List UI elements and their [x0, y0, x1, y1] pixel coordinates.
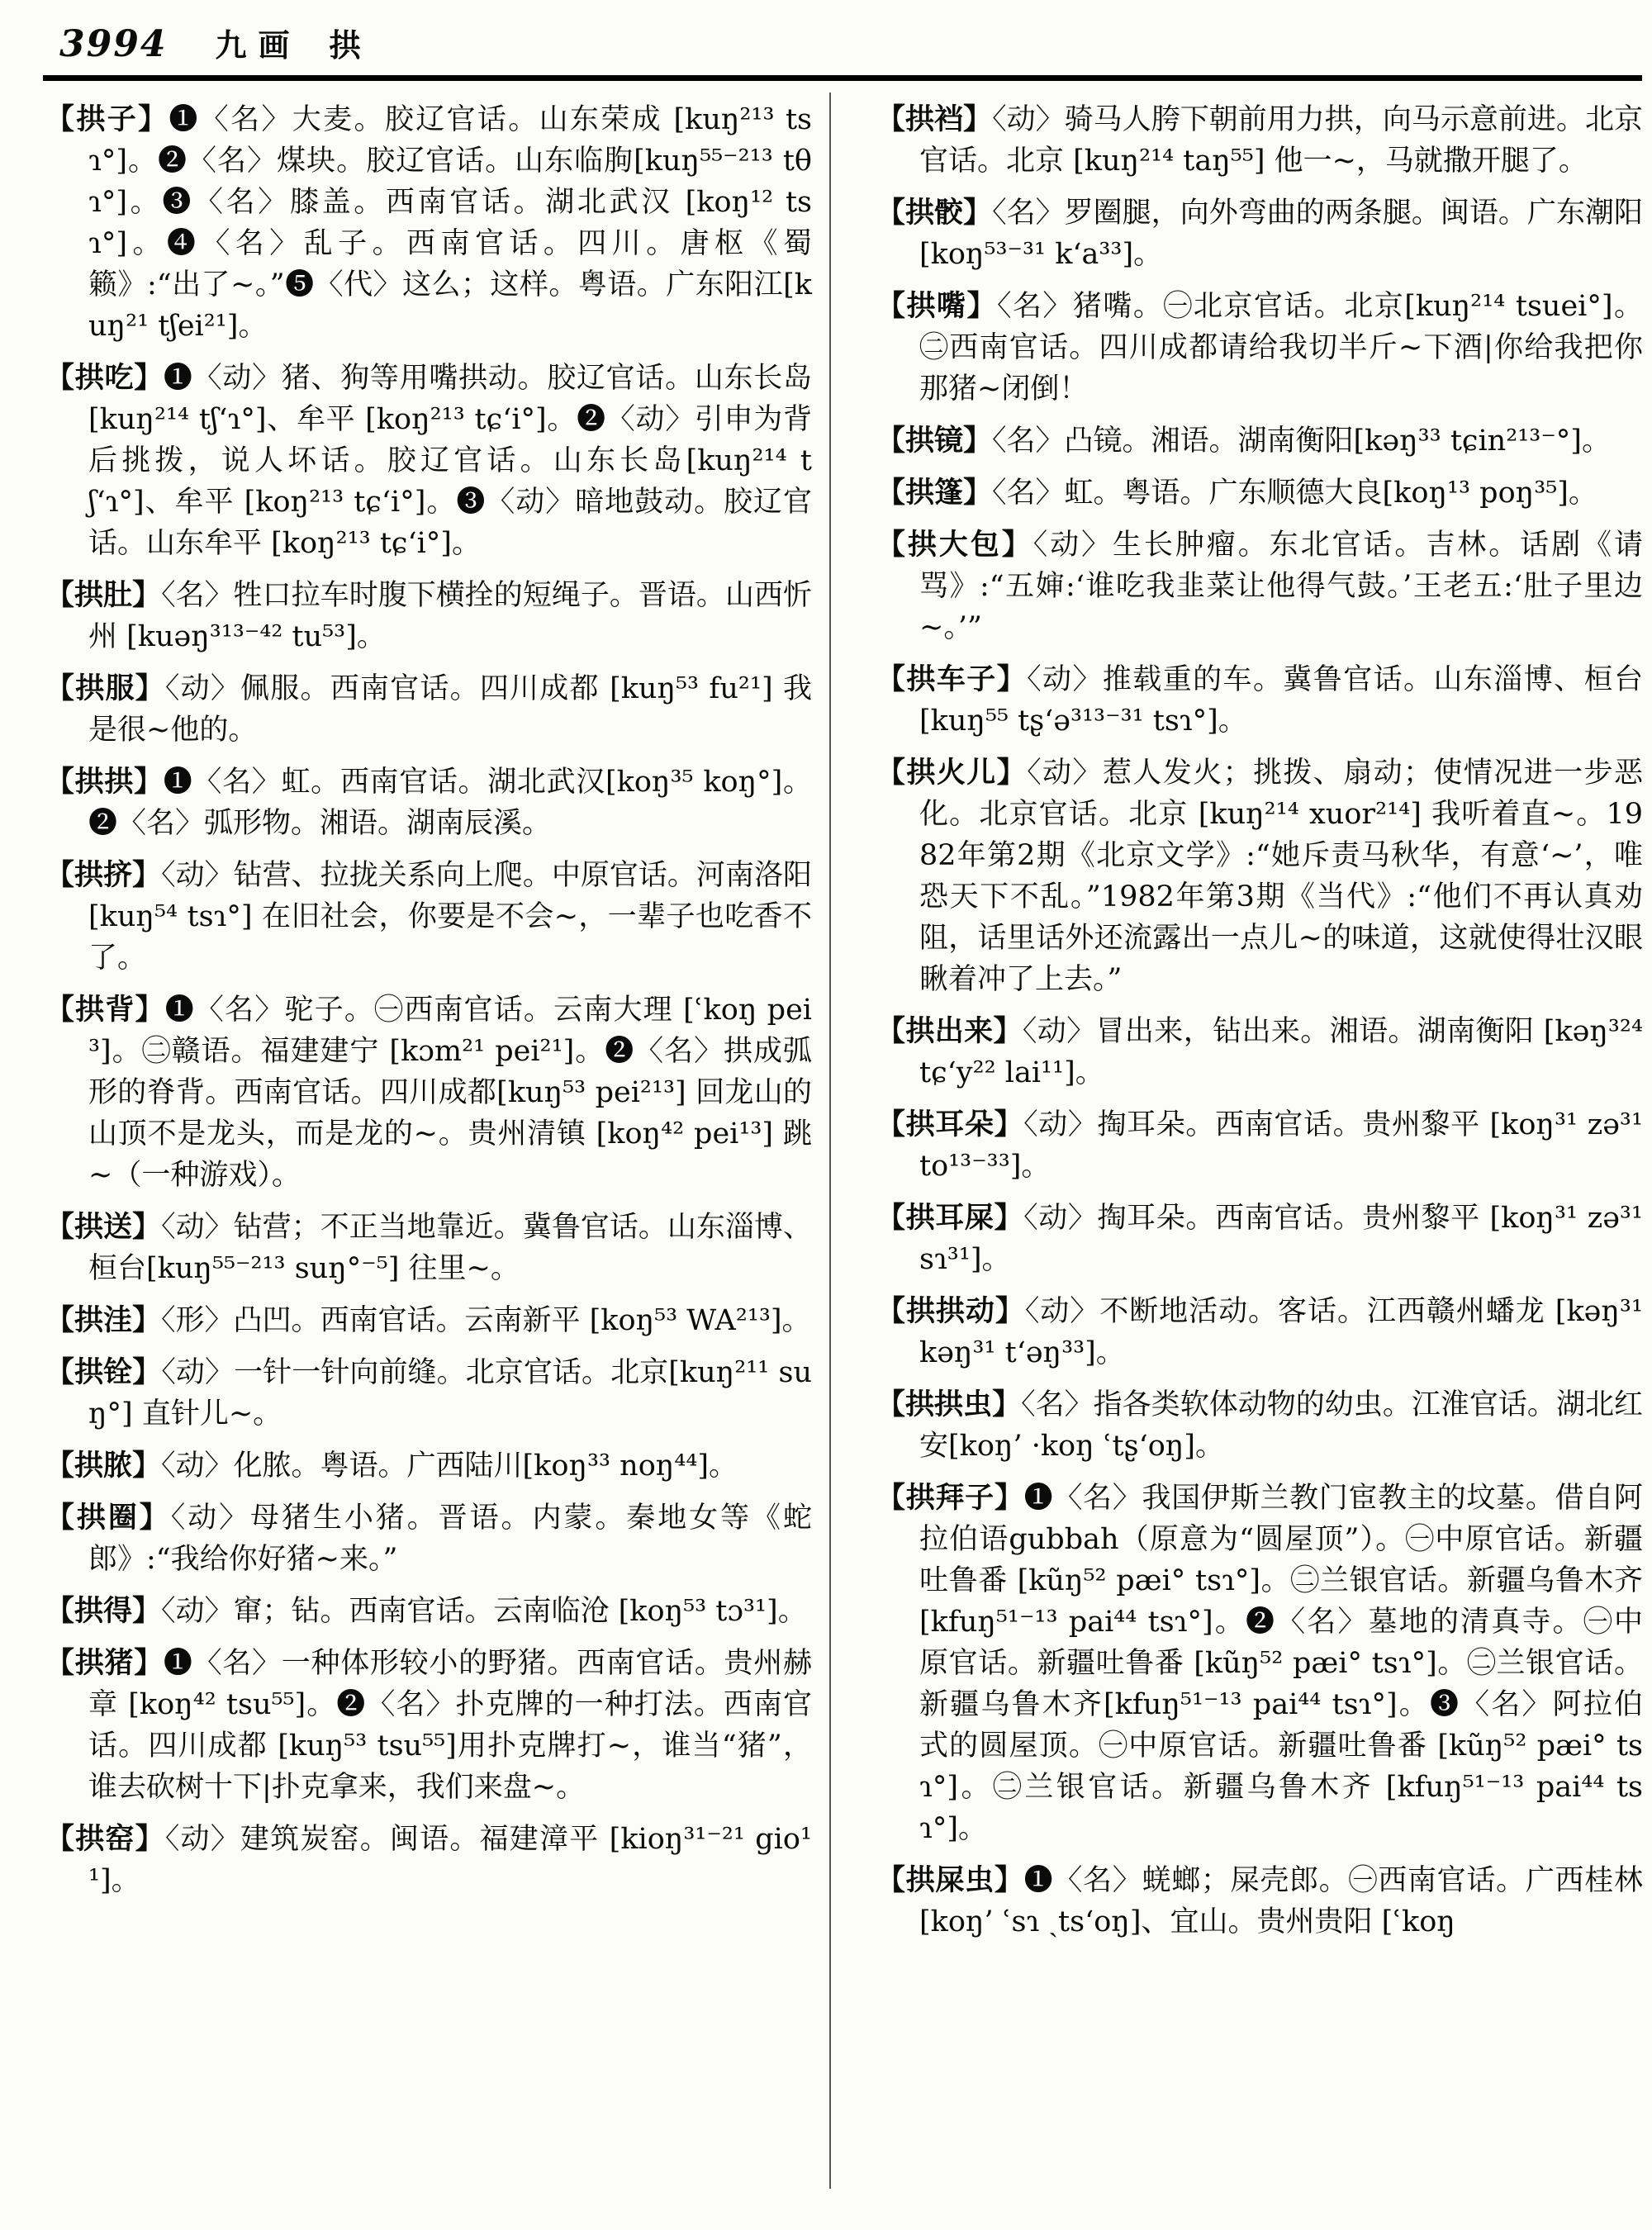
entry-headword: 【拱挤】	[45, 858, 162, 892]
entry-body: 〈名〉牲口拉车时腹下横拴的短绳子。晋语。山西忻州 [kuəŋ³¹³⁻⁴² tu⁵³]。	[88, 579, 812, 653]
dictionary-entry	[45, 1352, 812, 1435]
entry-headword: 【拱铨】	[45, 1355, 162, 1389]
entry-body: 〈动〉窜；钻。西南官话。云南临沧 [koŋ⁵³ tɔ³¹]。	[161, 1595, 807, 1628]
entry-headword: 【拱嘴】	[876, 289, 997, 323]
entry-body: 〈动〉推载重的车。冀鲁官话。山东淄博、桓台 [kuŋ⁵⁵ tʂ‘ə³¹³⁻³¹ tsɿ°]。	[919, 663, 1643, 738]
entry-body: 〈名〉凸镜。湘语。湖南衡阳[kəŋ³³ tɕin²¹³⁻°]。	[992, 425, 1611, 458]
entry-headword: 【拱子】	[45, 102, 169, 136]
dictionary-entry	[45, 1497, 812, 1580]
entry-body: 〈动〉母猪生小猪。晋语。内蒙。秦地女等《蛇郎》:“我给你好猪~来。”	[88, 1502, 812, 1576]
dictionary-entry	[45, 668, 812, 751]
page-number: 3994	[59, 23, 168, 65]
entry-body: 〈名〉猪嘴。㊀北京官话。北京[kuŋ²¹⁴ tsuei°]。㊁西南官话。四川成都请给我切半斤~下酒|你给我把你那猪~闭倒！	[919, 290, 1643, 406]
entry-body: 〈动〉掏耳朵。西南官话。贵州黎平 [koŋ³¹ zə³¹ to¹³⁻³³]。	[919, 1108, 1643, 1183]
entry-headword: 【拱圈】	[45, 1501, 171, 1535]
dictionary-entry	[876, 472, 1643, 514]
entry-headword: 【拱出来】	[876, 1014, 1023, 1048]
stroke-section-label: 九画	[215, 26, 301, 64]
dictionary-entry	[45, 1819, 812, 1901]
dictionary-entry	[876, 1198, 1643, 1280]
entry-headword: 【拱拱动】	[876, 1294, 1025, 1328]
dictionary-entry	[876, 192, 1643, 275]
entry-body: 〈动〉钻营、拉拢关系向上爬。中原官话。河南洛阳 [kuŋ⁵⁴ tsɿ°] 在旧社会，你要是不会~，一辈子也吃香不了。	[88, 859, 812, 975]
dictionary-entry	[876, 1384, 1643, 1467]
entry-headword: 【拱耳朵】	[876, 1108, 1024, 1141]
left-column	[45, 99, 812, 1953]
page-header	[59, 20, 361, 65]
entry-headword: 【拱拱】	[45, 765, 164, 799]
columns-container	[45, 99, 1643, 1953]
entry-body: 〈动〉钻营；不正当地靠近。冀鲁官话。山东淄博、桓台[kuŋ⁵⁵⁻²¹³ suŋ°⁻⁵] 往里~。	[88, 1211, 812, 1285]
entry-body: 〈动〉化脓。粤语。广西陆川[koŋ³³ noŋ⁴⁴]。	[161, 1450, 738, 1483]
entry-headword: 【拱得】	[45, 1594, 162, 1628]
section-headword: 拱	[329, 26, 361, 64]
entry-body: 〈动〉不断地活动。客话。江西赣州蟠龙 [kəŋ³¹ kəŋ³¹ t‘əŋ³³]。	[919, 1295, 1643, 1369]
dictionary-entry	[45, 575, 812, 657]
dictionary-entry	[45, 1445, 812, 1487]
entry-body: ❶〈名〉蜣螂；屎壳郎。㊀西南官话。广西桂林 [koŋ’ ʿsɿ ˏts‘oŋ]、宜山。贵州贵阳 [ʿkoŋ	[919, 1864, 1643, 1938]
entry-headword: 【拱拜子】	[876, 1481, 1024, 1515]
entry-body: ❶〈名〉大麦。胶辽官话。山东荣成 [kuŋ²¹³ tsɿ°]。❷〈名〉煤块。胶辽官话。山东临朐[kuŋ⁵⁵⁻²¹³ tθɿ°]。❸〈名〉膝盖。西南官话。湖北武汉 [koŋ¹² tsɿ°]。❹〈名〉乱子。西南官话。四川。唐枢《蜀籁》:“出了~。”❺〈代〉这么；这样。粤语。广东阳江[kuŋ²¹ tʃei²¹]。	[88, 103, 812, 343]
dictionary-entry	[876, 286, 1643, 410]
entry-body: 〈动〉冒出来，钻出来。湘语。湖南衡阳 [kəŋ³²⁴ tɕ‘y²² lai¹¹]。	[919, 1015, 1643, 1089]
dictionary-entry	[876, 752, 1643, 1000]
entry-headword: 【拱裆】	[876, 102, 993, 136]
entry-headword: 【拱屎虫】	[876, 1863, 1024, 1897]
entry-headword: 【拱吃】	[45, 361, 164, 395]
entry-body: 〈动〉建筑炭窑。闽语。福建漳平 [kioŋ³¹⁻²¹ gio¹¹]。	[88, 1823, 812, 1897]
entry-body: 〈动〉生长肿瘤。东北官话。吉林。话剧《请骂》:“五婶:‘谁吃我韭菜让他得气鼓。’王老五:‘肚子里边~。’”	[919, 529, 1643, 644]
entry-headword: 【拱拱虫】	[876, 1388, 1022, 1421]
entry-body: ❶〈动〉猪、狗等用嘴拱动。胶辽官话。山东长岛[kuŋ²¹⁴ tʃ‘ɿ°]、牟平 [koŋ²¹³ tɕ‘i°]。❷〈动〉引申为背后挑拨，说人坏话。胶辽官话。山东长岛[kuŋ²¹⁴ tʃ‘ɿ°]、牟平 [koŋ²¹³ tɕ‘i°]。❸〈动〉暗地鼓动。胶辽官话。山东牟平 [koŋ²¹³ tɕ‘i°]。	[88, 362, 812, 560]
dictionary-entry	[876, 420, 1643, 462]
dictionary-entry	[45, 1643, 812, 1808]
entry-headword: 【拱车子】	[876, 662, 1028, 696]
dictionary-entry	[876, 1011, 1643, 1094]
entry-body: 〈名〉指各类软体动物的幼虫。江淮官话。湖北红安[koŋ’ ·koŋ ʿtʂ‘oŋ]。	[919, 1388, 1643, 1463]
entry-body: ❶〈名〉一种体形较小的野猪。西南官话。贵州赫章 [koŋ⁴² tsu⁵⁵]。❷〈名〉扑克牌的一种打法。西南官话。四川成都 [kuŋ⁵³ tsu⁵⁵]用扑克牌打~，谁当“猪”，谁去砍树十下|扑克拿来，我们来盘~。	[88, 1647, 812, 1804]
entry-headword: 【拱肚】	[45, 578, 162, 612]
dictionary-entry	[876, 659, 1643, 742]
entry-headword: 【拱窑】	[45, 1822, 165, 1856]
dictionary-entry	[45, 358, 812, 564]
entry-body: 〈形〉凸凹。西南官话。云南新平 [koŋ⁵³ WA²¹³]。	[161, 1304, 811, 1337]
dictionary-entry	[45, 99, 812, 347]
entry-body: 〈名〉虹。粤语。广东顺德大良[koŋ¹³ poŋ³⁵]。	[992, 477, 1597, 510]
dictionary-entry	[45, 1300, 812, 1341]
entry-body: ❶〈名〉我国伊斯兰教门宦教主的坟墓。借自阿拉伯语gubbah（原意为“圆屋顶”）。㊀中原官话。新疆吐鲁番 [kũŋ⁵² pæi° tsɿ°]。㊁兰银官话。新疆乌鲁木齐[kfuŋ⁵¹⁻¹³ pai⁴⁴ tsɿ°]。❷〈名〉墓地的清真寺。㊀中原官话。新疆吐鲁番 [kũŋ⁵² pæi° tsɿ°]。㊁兰银官话。新疆乌鲁木齐[kfuŋ⁵¹⁻¹³ pai⁴⁴ tsɿ°]。❸〈名〉阿拉伯式的圆屋顶。㊀中原官话。新疆吐鲁番 [kũŋ⁵² pæi° tsɿ°]。㊁兰银官话。新疆乌鲁木齐 [kfuŋ⁵¹⁻¹³ pai⁴⁴ tsɿ°]。	[919, 1482, 1643, 1845]
entry-headword: 【拱送】	[45, 1210, 162, 1244]
dictionary-entry	[45, 762, 812, 844]
header-rule	[43, 75, 1642, 81]
dictionary-entry	[876, 1860, 1643, 1943]
dictionary-entry	[876, 99, 1643, 182]
entry-headword: 【拱耳屎】	[876, 1201, 1024, 1235]
entry-body: 〈动〉掏耳朵。西南官话。贵州黎平 [koŋ³¹ zə³¹ sɿ³¹]。	[919, 1202, 1643, 1276]
dictionary-entry	[876, 1291, 1643, 1374]
entry-body: 〈动〉惹人发火；挑拨、扇动；使情况进一步恶化。北京官话。北京 [kuŋ²¹⁴ xuor²¹⁴] 我听着直~。1982年第2期《北京文学》:“她斥责马秋华，有意‘~’，唯恐天下不乱。”1982年第3期《当代》:“他们不再认真劝阻，话里话外还流露出一点儿~的味道，这就使得壮汉眼瞅着冲了上去。”	[919, 757, 1643, 996]
entry-headword: 【拱洼】	[45, 1303, 162, 1337]
entry-headword: 【拱大包】	[876, 528, 1033, 562]
entry-headword: 【拱镜】	[876, 424, 993, 458]
entry-headword: 【拱骹】	[876, 196, 993, 230]
entry-headword: 【拱背】	[45, 993, 165, 1027]
entry-headword: 【拱篷】	[876, 476, 993, 510]
entry-headword: 【拱猪】	[45, 1646, 164, 1680]
entry-body: ❶〈名〉虹。西南官话。湖北武汉[koŋ³⁵ koŋ°]。❷〈名〉弧形物。湘语。湖南辰溪。	[88, 766, 812, 840]
right-column	[876, 99, 1643, 1953]
entry-body: 〈动〉一针一针向前缝。北京官话。北京[kuŋ²¹¹ suŋ°] 直针儿~。	[88, 1356, 812, 1431]
dictionary-entry	[876, 1478, 1643, 1849]
dictionary-entry	[45, 855, 812, 979]
entry-body: 〈动〉骑马人胯下朝前用力拱，向马示意前进。北京官话。北京 [kuŋ²¹⁴ taŋ⁵⁵] 他一~，马就撒开腿了。	[919, 103, 1643, 178]
dictionary-entry	[876, 524, 1643, 648]
entry-body: ❶〈名〉驼子。㊀西南官话。云南大理 [ʿkoŋ pei³]。㊁赣语。福建建宁 [kɔm²¹ pei²¹]。❷〈名〉拱成弧形的脊背。西南官话。四川成都[kuŋ⁵³ pei²¹³] 回龙山的山顶不是龙头，而是龙的~。贵州清镇 [koŋ⁴² pei¹³] 跳~（一种游戏）。	[88, 994, 812, 1192]
dictionary-entry	[45, 1591, 812, 1632]
entry-headword: 【拱脓】	[45, 1449, 162, 1483]
entry-body: 〈动〉佩服。西南官话。四川成都 [kuŋ⁵³ fu²¹] 我是很~他的。	[88, 672, 812, 747]
entry-headword: 【拱火儿】	[876, 756, 1028, 790]
dictionary-entry	[876, 1104, 1643, 1187]
entry-body: 〈名〉罗圈腿，向外弯曲的两条腿。闽语。广东潮阳 [koŋ⁵³⁻³¹ k‘a³³]。	[919, 197, 1643, 271]
dictionary-entry	[45, 989, 812, 1196]
entry-headword: 【拱服】	[45, 671, 165, 705]
dictionary-entry	[45, 1207, 812, 1289]
